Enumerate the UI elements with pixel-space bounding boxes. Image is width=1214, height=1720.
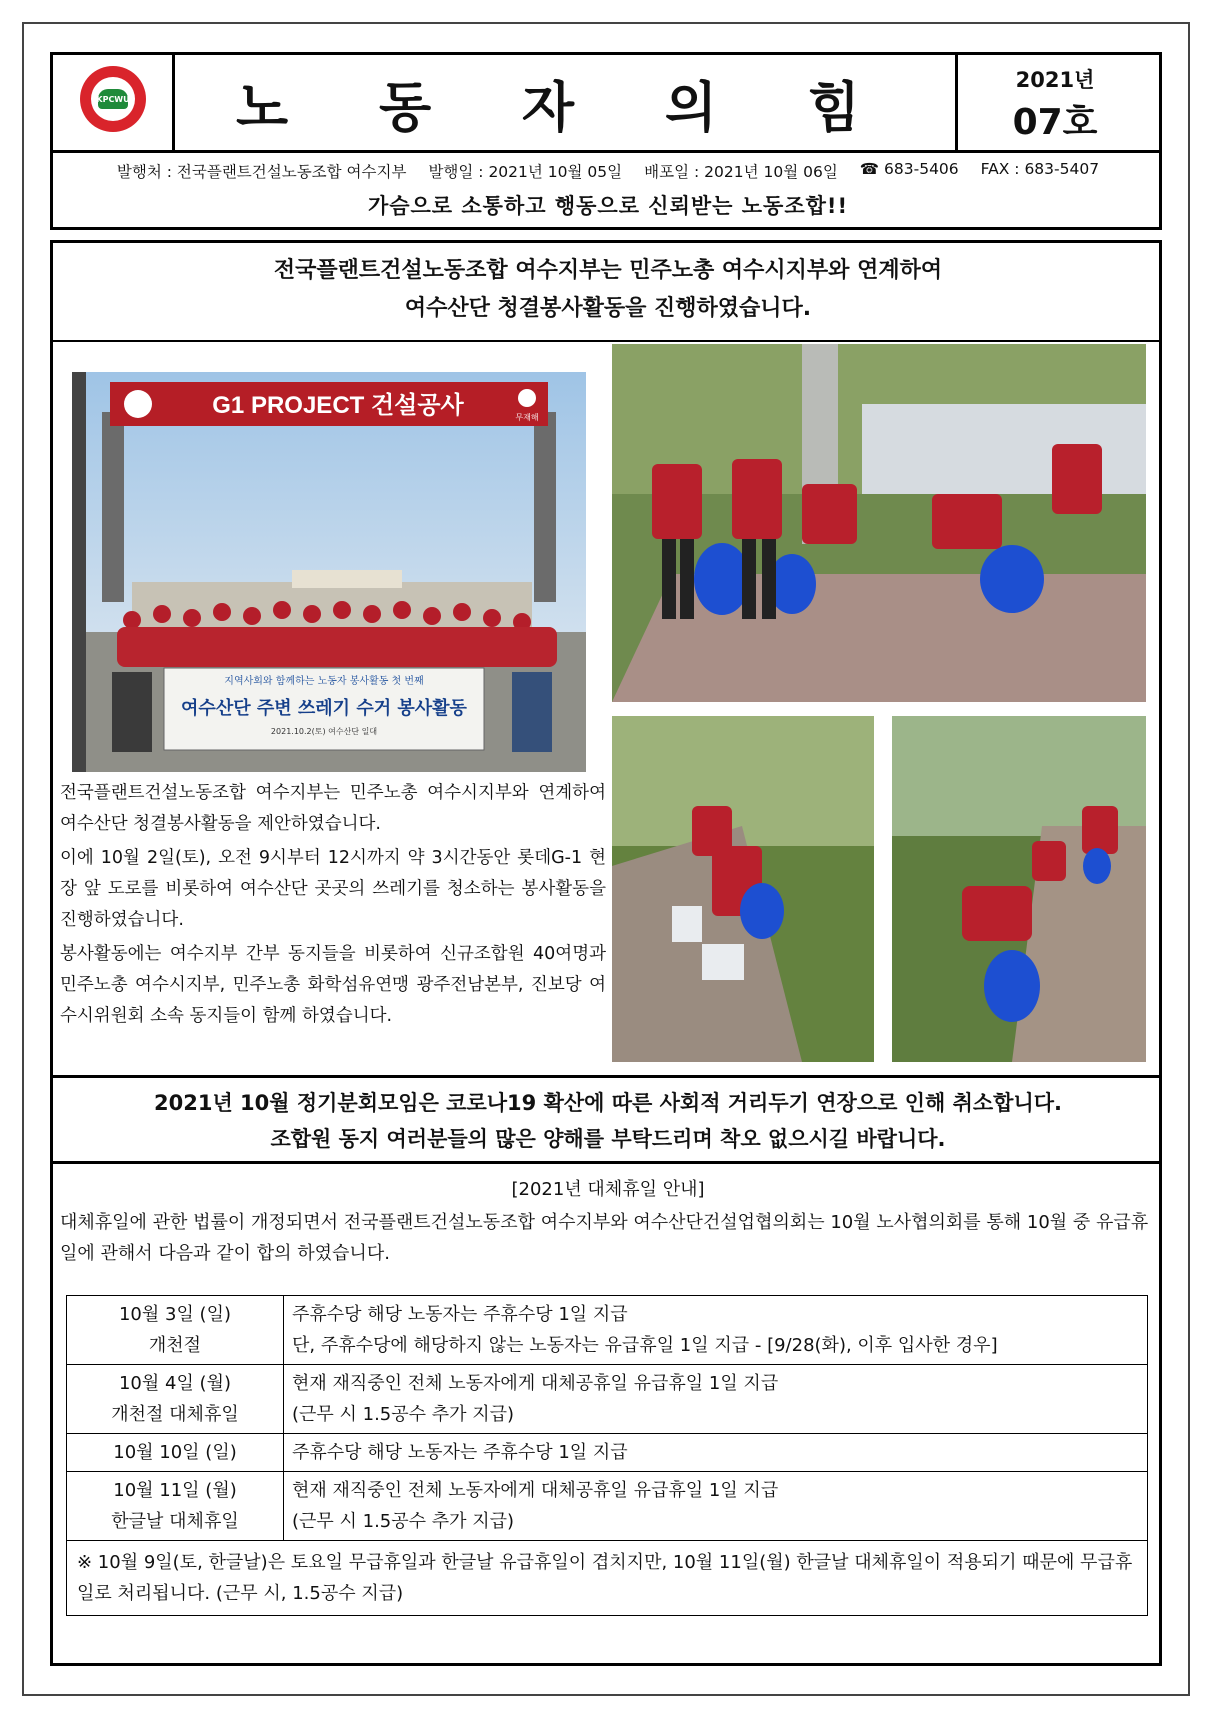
banner-date: 2021.10.2(토) 여수산단 일대 bbox=[270, 727, 378, 736]
holiday-section-title: [2021년 대체휴일 안내] bbox=[511, 1179, 705, 1200]
holiday-date: 10월 3일 (일) bbox=[118, 1304, 231, 1325]
distribution-date: 배포일 : 2021년 10월 06일 bbox=[644, 163, 838, 181]
holiday-detail: (근무 시 1.5공수 추가 지급) bbox=[292, 1404, 515, 1425]
article-paragraph-3: 봉사활동에는 여수지부 간부 동지들을 비롯하여 신규조합원 40여명과 민주노총 여수시지부, 민주노총 화학섬유연맹 광주전남본부, 진보당 여수시위원회 소속 동지들이 함께 하였습니다. bbox=[60, 944, 606, 1026]
project-sign-text: G1 PROJECT 건설공사 bbox=[212, 392, 464, 419]
meeting-cancel-notice bbox=[60, 1085, 1156, 1157]
notice-line1: 2021년 10월 정기분회모임은 코로나19 확산에 따른 사회적 거리두기 연장으로 인해 취소합니다. bbox=[154, 1091, 1062, 1115]
cleanup-photo-1 bbox=[612, 344, 1146, 702]
holiday-detail-cell bbox=[284, 1296, 1148, 1365]
article-paragraph-2: 이에 10월 2일(토), 오전 9시부터 12시까지 약 3시간동안 롯데G-1 현장 앞 도로를 비롯하여 여수산단 곳곳의 쓰레기를 청소하는 봉사활동을 진행하였습니다. bbox=[60, 848, 606, 930]
holiday-date: 10월 11일 (월) bbox=[113, 1480, 237, 1501]
holiday-note: ※ 10월 9일(토, 한글날)은 토요일 무급휴일과 한글날 유급휴일이 겹치지만, 10월 11일(월) 한글날 대체휴일이 적용되기 때문에 무급휴일로 처리됩니다. (근무 시, 1.5공수 지급) bbox=[67, 1541, 1148, 1616]
cleanup-photo-2 bbox=[612, 716, 874, 1062]
headline-line2: 여수산단 청결봉사활동을 진행하였습니다. bbox=[404, 296, 812, 321]
headline-line1: 전국플랜트건설노동조합 여수지부는 민주노총 여수시지부와 연계하여 bbox=[273, 258, 943, 283]
holiday-detail: 현재 재직중인 전체 노동자에게 대체공휴일 유급휴일 1일 지급 bbox=[292, 1373, 779, 1394]
holiday-date-cell bbox=[67, 1434, 284, 1472]
holiday-detail: 주휴수당 해당 노동자는 주휴수당 1일 지급 bbox=[292, 1304, 628, 1325]
holiday-detail-cell bbox=[284, 1472, 1148, 1541]
holiday-name: 한글날 대체휴일 bbox=[111, 1511, 239, 1532]
table-row bbox=[67, 1472, 1148, 1541]
holiday-detail: 주휴수당 해당 노동자는 주휴수당 1일 지급 bbox=[292, 1442, 628, 1463]
banner-title: 여수산단 주변 쓰레기 수거 봉사활동 bbox=[181, 698, 467, 719]
publication-info bbox=[60, 160, 1156, 182]
holiday-date: 10월 4일 (월) bbox=[118, 1373, 231, 1394]
holiday-detail: (근무 시 1.5공수 추가 지급) bbox=[292, 1511, 515, 1532]
article-paragraph-1: 전국플랜트건설노동조합 여수지부는 민주노총 여수시지부와 연계하여 여수산단 청결봉사활동을 제안하였습니다. bbox=[60, 783, 606, 834]
holiday-intro: 대체휴일에 관한 법률이 개정되면서 전국플랜트건설노동조합 여수지부와 여수산단건설업협의회는 10월 노사협의회를 통해 10월 중 유급휴일에 관해서 다음과 같이 합의 하였습니다. bbox=[60, 1212, 1149, 1264]
holiday-date: 10월 10일 (일) bbox=[113, 1442, 237, 1463]
issue-date: 발행일 : 2021년 10월 05일 bbox=[428, 163, 623, 181]
holiday-date-cell bbox=[67, 1296, 284, 1365]
holiday-name: 개천절 bbox=[148, 1335, 202, 1356]
holiday-date-cell bbox=[67, 1365, 284, 1434]
notice-line2: 조합원 동지 여러분들의 많은 양해를 부탁드리며 착오 없으시길 바랍니다. bbox=[270, 1127, 946, 1151]
table-row bbox=[67, 1541, 1148, 1616]
fax: FAX : 683-5407 bbox=[980, 160, 1100, 178]
holiday-date-cell bbox=[67, 1472, 284, 1541]
logo-mark: KPCWU bbox=[98, 89, 128, 109]
table-row bbox=[67, 1365, 1148, 1434]
phone: ☎ 683-5406 bbox=[859, 160, 959, 178]
article-body bbox=[60, 778, 606, 1035]
sign-brand-text: 무재해 bbox=[515, 413, 539, 422]
holiday-detail: 단, 주휴수당에 해당하지 않는 노동자는 유급휴일 1일 지급 - [9/28(화), 이후 입사한 경우] bbox=[292, 1335, 998, 1356]
holiday-name: 개천절 대체휴일 bbox=[111, 1404, 239, 1425]
holiday-table bbox=[66, 1295, 1148, 1616]
holiday-detail-cell bbox=[284, 1365, 1148, 1434]
newsletter-title: 노 동 자 의 힘 bbox=[235, 75, 897, 139]
table-row bbox=[67, 1434, 1148, 1472]
headline bbox=[60, 252, 1156, 328]
issue-number: 07호 bbox=[1012, 102, 1098, 143]
publisher: 발행처 : 전국플랜트건설노동조합 여수지부 bbox=[116, 163, 407, 181]
slogan: 가슴으로 소통하고 행동으로 신뢰받는 노동조합!! bbox=[367, 194, 849, 218]
issue-year: 2021년 bbox=[1015, 68, 1095, 92]
union-logo bbox=[80, 66, 146, 132]
group-photo bbox=[72, 372, 586, 772]
holiday-detail-cell bbox=[284, 1434, 1148, 1472]
table-row bbox=[67, 1296, 1148, 1365]
cleanup-photo-3 bbox=[892, 716, 1146, 1062]
holiday-detail: 현재 재직중인 전체 노동자에게 대체공휴일 유급휴일 1일 지급 bbox=[292, 1480, 779, 1501]
banner-subtitle: 지역사회와 함께하는 노동자 봉사활동 첫 번째 bbox=[224, 676, 424, 687]
